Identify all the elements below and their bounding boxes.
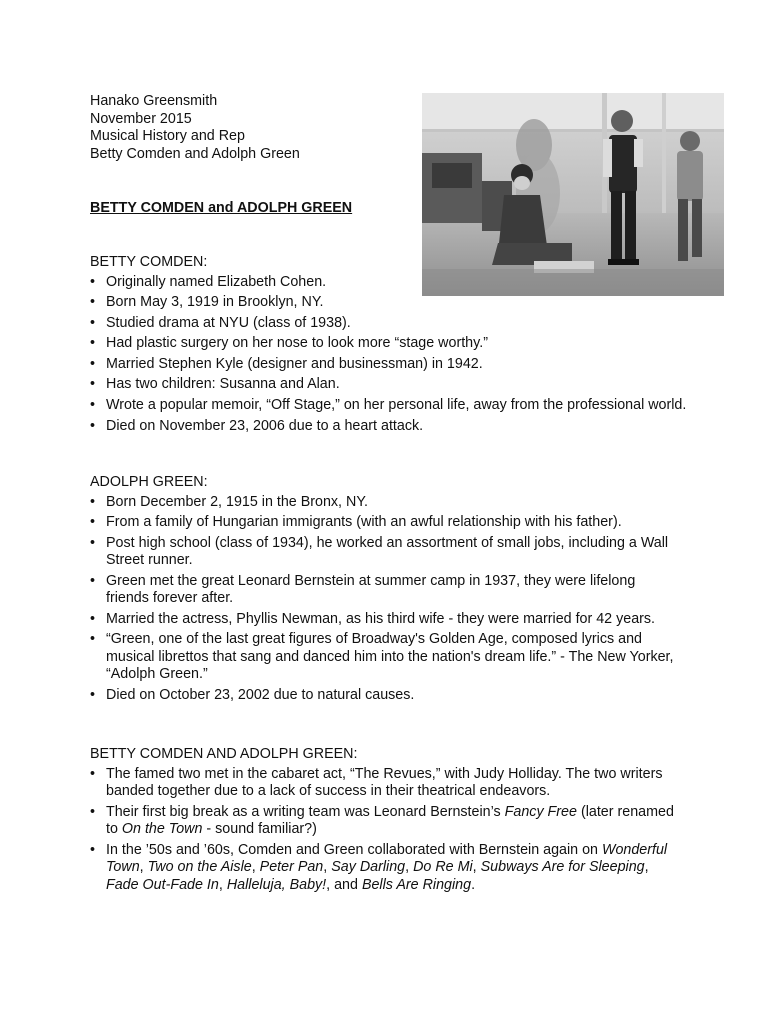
text-span: Their first big break as a writing team was Leonard Bernstein’s [106, 803, 505, 820]
section-heading: BETTY COMDEN AND ADOLPH GREEN: [90, 746, 358, 762]
list-item: • Post high school (class of 1934), he worked an assortment of small jobs, including a Wall Street runner. [90, 535, 680, 570]
list-item: • The famed two met in the cabaret act, “The Revues,” with Judy Holliday. The two writers banded together due to a lack of success in their theatrical endeavors. [90, 766, 680, 801]
section-heading: ADOLPH GREEN: [90, 474, 208, 490]
show-title: Fancy Free [504, 803, 577, 820]
show-title: Do Re Mi [413, 859, 473, 876]
list-item: • Had plastic surgery on her nose to look more “stage worthy.” [90, 335, 696, 353]
separator: , [139, 859, 148, 876]
show-title: Say Darling [331, 859, 406, 876]
separator: , [405, 859, 414, 876]
separator: , [323, 859, 332, 876]
separator: , [644, 859, 649, 876]
partnership-facts-list [90, 766, 680, 895]
list-item: • Born December 2, 1915 in the Bronx, NY. [90, 494, 680, 512]
separator: , and [326, 876, 362, 893]
list-item: • Born May 3, 1919 in Brooklyn, NY. [90, 294, 406, 312]
separator: , [218, 876, 227, 893]
show-title: Peter Pan [259, 859, 324, 876]
betty-facts-list [90, 274, 690, 436]
adolph-green-section [90, 474, 690, 708]
list-item [90, 804, 680, 839]
list-item: • Green met the great Leonard Bernstein at summer camp in 1937, they were lifelong friends forever after. [90, 573, 680, 608]
author-name: Hanako Greensmith [90, 93, 218, 109]
show-title: Halleluja, Baby! [226, 876, 327, 893]
section-heading: BETTY COMDEN: [90, 254, 208, 270]
topic-line: Betty Comden and Adolph Green [90, 145, 300, 162]
text-span: (later renamed to [106, 803, 674, 838]
list-item: • From a family of Hungarian immigrants (with an awful relationship with his father). [90, 514, 680, 532]
show-title: On the Town [121, 821, 203, 838]
comden-and-green-section [90, 746, 690, 897]
text-span: - sound familiar?) [202, 821, 317, 838]
show-title: Fade Out-Fade In [106, 876, 219, 893]
list-item: • Died on November 23, 2006 due to a heart attack. [90, 418, 696, 436]
adolph-facts-list [90, 494, 680, 705]
separator: , [251, 859, 260, 876]
show-title: Wonderful Town [106, 841, 668, 876]
document-date: November 2015 [90, 110, 192, 127]
document-header [90, 93, 410, 163]
list-item: • Married the actress, Phyllis Newman, as his third wife - they were married for 42 years. [90, 611, 680, 629]
list-item: • Married Stephen Kyle (designer and businessman) in 1942. [90, 356, 696, 374]
document-title: BETTY COMDEN and ADOLPH GREEN [90, 200, 353, 216]
separator: , [472, 859, 481, 876]
list-item: • Originally named Elizabeth Cohen. [90, 274, 406, 292]
text-span: In the ’50s and ’60s, Comden and Green collaborated with Bernstein again on [106, 841, 602, 858]
show-title: Bells Are Ringing [361, 876, 472, 893]
course-name: Musical History and Rep [90, 128, 245, 144]
list-item: • Has two children: Susanna and Alan. [90, 376, 696, 394]
betty-comden-section [90, 254, 690, 438]
show-title: Subways Are for Sleeping [480, 859, 645, 876]
list-item: • “Green, one of the last great figures of Broadway's Golden Age, composed lyrics and musical librettos that sang and danced him into the nation's dream life.” - The New Yorker, “Adolph Green.” [90, 631, 680, 684]
list-item: • Wrote a popular memoir, “Off Stage,” on her personal life, away from the professional world. [90, 397, 696, 415]
show-title: Two on the Aisle [147, 859, 252, 876]
list-item: • Studied drama at NYU (class of 1938). [90, 315, 696, 333]
list-item: • Died on October 23, 2002 due to natural causes. [90, 687, 680, 705]
text-span: . [471, 876, 476, 893]
list-item [90, 842, 680, 895]
